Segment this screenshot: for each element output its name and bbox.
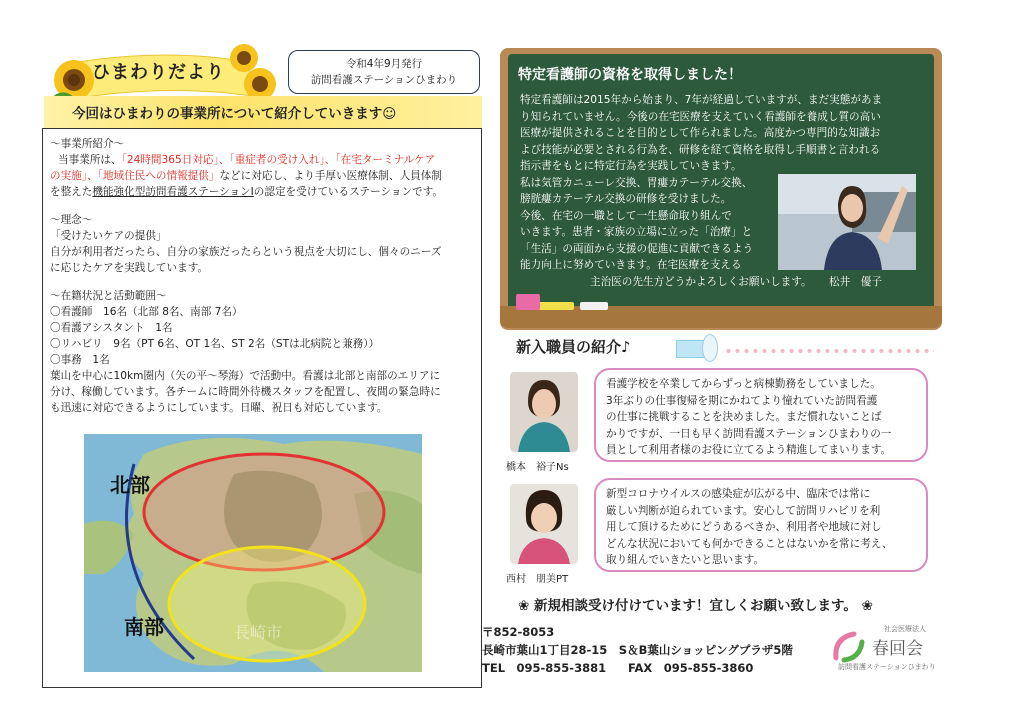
- sunflower-icon: [52, 60, 94, 100]
- org-name: 春回会: [872, 639, 923, 659]
- board-line: いきます。患者・家族の立場に立った「治療」と: [520, 226, 753, 238]
- tape-roll-icon: [702, 334, 718, 362]
- intro-highlight-2: の実施」、「地域住民への情報提供」: [50, 170, 220, 182]
- area-line: 葉山を中心に10km圏内（矢の平～琴海）で活動中。看護は北部と南部のエリアに: [50, 370, 441, 382]
- board-line: 膀胱瘻カテーテル交換の研修を受けました。: [520, 193, 732, 205]
- intro-text-d: の認定を受けているステーションです。: [253, 186, 443, 198]
- eraser-icon: [516, 294, 540, 310]
- org-type: 社会医療法人: [884, 625, 926, 633]
- board-line: 「生活」の両面から支援の促進に貢献できるよう: [520, 242, 754, 255]
- consult-text: 新規相談受け付けています！宜しくお願い致します。: [534, 598, 857, 614]
- board-line: 特定看護師は2015年から始まり、7年が経過していますが、まだ実態があま: [520, 94, 883, 106]
- signature: 松井 優子: [829, 275, 882, 288]
- board-line: り知られていません。今後の在宅医療を支えていく看護師を養成し質の高い: [520, 110, 881, 123]
- message-line: 用して頂けるためにどうあるべきか、利用者や地域に対し: [606, 521, 882, 533]
- intro-text-b: などに対応し、より手厚い医療体制、人員体制: [219, 170, 442, 182]
- board-title: 特定看護師の資格を取得しました！: [518, 67, 742, 83]
- area-line: 分け、稼働しています。各チームに時間外待機スタッフを配置し、夜間の緊急時に: [50, 386, 441, 398]
- rinen-line: 自分が利用者だったら、自分の家族だったらという視点を大切にし、個々のニーズ: [50, 246, 442, 258]
- board-closing: [520, 274, 930, 291]
- message-line: 3年ぶりの仕事復帰を期にかねてより憧れていた訪問看護: [606, 394, 878, 407]
- staff-photo: [510, 372, 578, 452]
- intro-highlight-1: 「24時間365日対応」、「重症者の受け入れ」、「在宅ターミナルケア: [121, 154, 436, 166]
- message-line: かりですが、一日も早く訪問看護ステーションひまわりの一: [606, 427, 892, 440]
- office-intro-section: [50, 136, 478, 416]
- newsletter-title: ひまわりだより: [92, 62, 225, 83]
- rinen-heading: ～理念～: [50, 214, 93, 226]
- phone-number: TEL 095-855-3881: [482, 661, 607, 675]
- staff-line: 〇看護師 16名（北部 8名、南部 7名）: [50, 306, 243, 318]
- intro-text-a: 当事業所は、: [58, 154, 122, 166]
- organization-logo: [826, 618, 956, 678]
- city-label: 長崎市: [234, 625, 283, 642]
- issue-info: [288, 50, 480, 94]
- staff-message-bubble: [594, 478, 928, 572]
- south-area-label: 南部: [124, 617, 164, 639]
- board-line: よび技能が必要とされる行為を、研修を経て資格を取得し手順書と言われる: [520, 143, 881, 156]
- message-line: 員として利用者様のお役に立てるよう精進してまいります。: [606, 444, 892, 456]
- dot-decoration: [724, 348, 934, 354]
- new-staff-title: 新入職員の紹介♪: [516, 338, 631, 356]
- board-line: 今後、在宅の一職として一生懸命取り組んで: [520, 209, 732, 222]
- staff-line: 〇看護アシスタント 1名: [50, 322, 173, 334]
- closing-text: 主治医の先生方どうかよろしくお願いします。: [590, 275, 812, 288]
- logo-mark-icon: [830, 628, 868, 666]
- rinen-line: 「受けたいケアの提供」: [50, 230, 167, 242]
- staff-line: 〇事務 1名: [50, 354, 110, 366]
- org-station: 訪問看護ステーションひまわり: [838, 663, 936, 671]
- service-area-map: [84, 434, 422, 672]
- postal-code: 〒852-8053: [482, 625, 555, 639]
- chalk-icon: [580, 302, 608, 310]
- board-line: 医療が提供されることを目的として作られました。高度かつ専門的な知識お: [520, 127, 881, 139]
- message-line: どんな状況においても何かできることはないかを常に考え、: [606, 537, 893, 550]
- area-line: も迅速に対応できるようにしています。日曜、祝日も対応しています。: [50, 402, 388, 414]
- message-line: の仕事に挑戦することを決めました。まだ慣れないことば: [606, 411, 882, 423]
- staff-name: 橋本 裕子Ns: [506, 462, 569, 473]
- address: 長崎市葉山1丁目28-15 S＆B葉山ショッピングプラザ5階: [482, 643, 793, 657]
- message-line: 新型コロナウイルスの感染症が広がる中、臨床では常に: [606, 488, 871, 500]
- author-photo: [778, 174, 916, 270]
- flower-icon: ❀: [856, 598, 873, 614]
- message-line: 厳しい判断が迫られています。安心して訪問リハビリを利: [606, 504, 881, 517]
- message-line: 看護学校を卒業してからずっと病棟勤務をしていました。: [606, 378, 881, 390]
- staff-message-bubble: [594, 368, 928, 462]
- issue-station: 訪問看護ステーションひまわり: [310, 74, 458, 86]
- staff-line: 〇リハビリ 9名（PT 6名、OT 1名、ST 2名（STは北病院と兼務））: [50, 338, 380, 350]
- board-line: 能力向上に努めていきます。在宅医療を支える: [520, 259, 742, 271]
- consultation-banner: [518, 594, 873, 614]
- intro-heading: 今回はひまわりの事業所について紹介していきます☺: [72, 106, 397, 122]
- north-area-label: 北部: [110, 475, 150, 497]
- fax-number: FAX 095-855-3860: [628, 661, 754, 675]
- board-line: 私は気管カニューレ交換、胃瘻カテーテル交換、: [520, 176, 753, 189]
- intro-text-c: を整えた: [50, 186, 93, 198]
- board-line: 指示書をもとに特定行為を実践していきます。: [520, 160, 742, 172]
- staff-photo: [510, 484, 578, 564]
- certification-name: 機能強化型訪問看護ステーションⅠ: [92, 186, 254, 198]
- rinen-line: に応じたケアを実践しています。: [50, 262, 209, 274]
- message-line: 取り組んでいきたいと思います。: [606, 554, 765, 566]
- intro-section-heading: ～事業所紹介～: [50, 138, 125, 150]
- staff-heading: ～在籍状況と活動範囲～: [50, 290, 167, 302]
- staff-name: 西村 朋美PT: [506, 574, 569, 585]
- flower-icon: ❀: [518, 598, 535, 614]
- chalk-icon: [538, 302, 574, 310]
- issue-date: 令和4年9月発行: [345, 58, 423, 70]
